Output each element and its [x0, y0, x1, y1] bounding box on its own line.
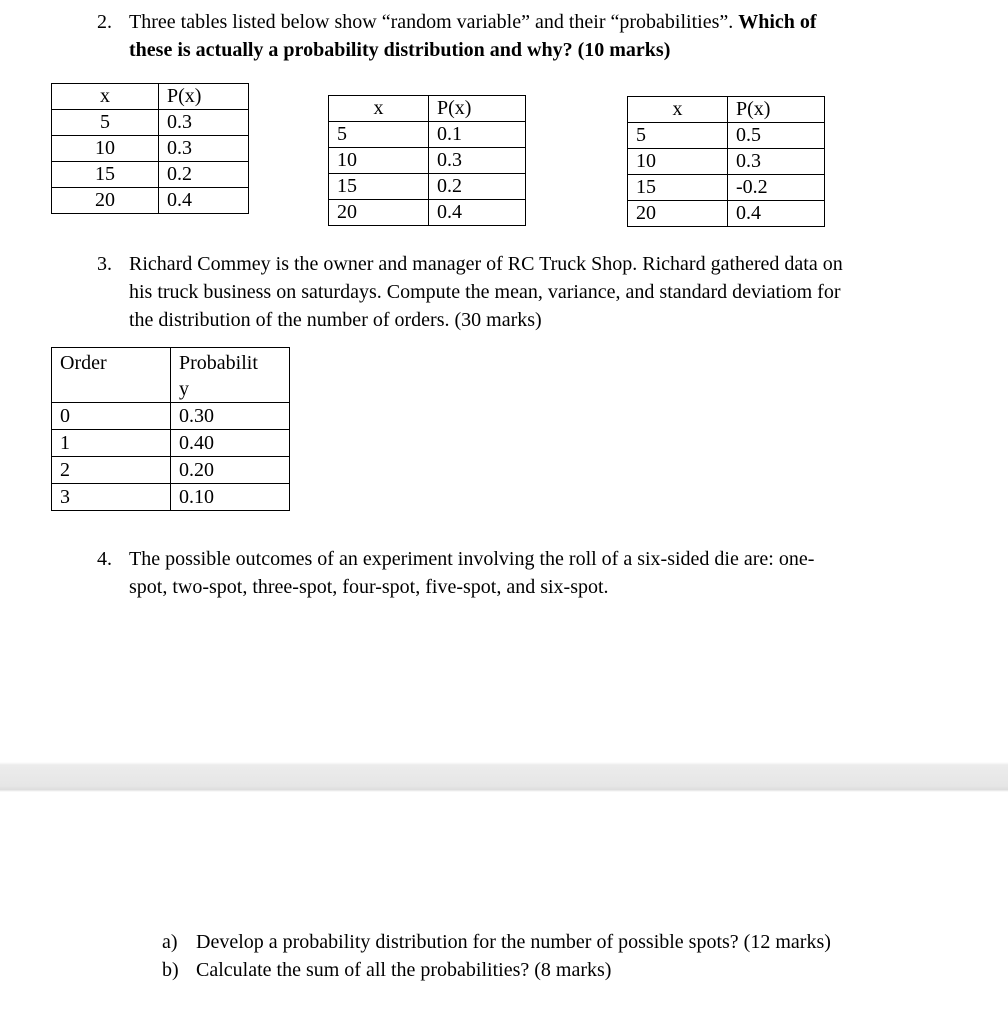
table-row: 5 0.3	[52, 110, 249, 136]
table-header-px: P(x)	[429, 96, 526, 122]
table-row: 2 0.20	[52, 457, 290, 484]
question-4-number: 4.	[97, 548, 112, 570]
order-probability-table	[51, 347, 290, 511]
question-2-line-1	[129, 8, 817, 36]
question-2-line-1-bold: Which of	[738, 11, 817, 33]
page-divider	[0, 762, 1008, 792]
table-row: 5 0.5	[628, 123, 825, 149]
table-header-row	[52, 84, 249, 110]
table-header-row	[628, 97, 825, 123]
question-2	[97, 8, 997, 68]
question-4	[97, 545, 997, 605]
table-row: 1 0.40	[52, 430, 290, 457]
table-header-x: x	[52, 84, 159, 110]
table-row: 15 -0.2	[628, 175, 825, 201]
question-3-line-3: the distribution of the number of orders. (30 marks)	[129, 309, 542, 331]
question-3-line-2: his truck business on saturdays. Compute the mean, variance, and standard deviatiom for	[129, 281, 841, 303]
table-header-px: P(x)	[728, 97, 825, 123]
table-row: 5 0.1	[329, 122, 526, 148]
question-3-number: 3.	[97, 253, 112, 275]
question-4-line-1: The possible outcomes of an experiment involving the roll of a six-sided die are: one-	[129, 548, 815, 570]
table-row: 10 0.3	[52, 136, 249, 162]
table-row: 10 0.3	[329, 148, 526, 174]
subquestion-a-label: a)	[162, 931, 178, 953]
subquestion-a	[162, 928, 962, 956]
table-header-px: P(x)	[159, 84, 249, 110]
distribution-table-1	[51, 83, 249, 214]
question-3	[97, 250, 997, 340]
subquestion-b	[162, 956, 962, 984]
table-header-row	[329, 96, 526, 122]
table-row: 20 0.4	[52, 188, 249, 214]
table-row: 20 0.4	[329, 200, 526, 226]
distribution-table-3	[627, 96, 825, 227]
question-2-line-1-plain: Three tables listed below show “random variable” and their “probabilities”.	[129, 11, 739, 33]
subquestion-a-text: Develop a probability distribution for the number of possible spots? (12 marks)	[196, 931, 831, 953]
table-row: 15 0.2	[52, 162, 249, 188]
question-4-line-2: spot, two-spot, three-spot, four-spot, five-spot, and six-spot.	[129, 576, 609, 598]
table-header-probability: Probabilit y	[171, 348, 290, 403]
table-header-x: x	[329, 96, 429, 122]
table-header-row	[52, 348, 290, 403]
table-row: 10 0.3	[628, 149, 825, 175]
table-row: 20 0.4	[628, 201, 825, 227]
table-row: 3 0.10	[52, 484, 290, 511]
table-row: 0 0.30	[52, 403, 290, 430]
table-row: 15 0.2	[329, 174, 526, 200]
subquestion-b-text: Calculate the sum of all the probabilities? (8 marks)	[196, 959, 612, 981]
question-3-line-1: Richard Commey is the owner and manager of RC Truck Shop. Richard gathered data on	[129, 253, 843, 275]
distribution-table-2	[328, 95, 526, 226]
table-header-order: Order	[52, 348, 171, 403]
subquestion-b-label: b)	[162, 959, 179, 981]
question-2-line-2: these is actually a probability distribution and why? (10 marks)	[129, 39, 671, 61]
question-2-number: 2.	[97, 11, 112, 33]
table-header-x: x	[628, 97, 728, 123]
